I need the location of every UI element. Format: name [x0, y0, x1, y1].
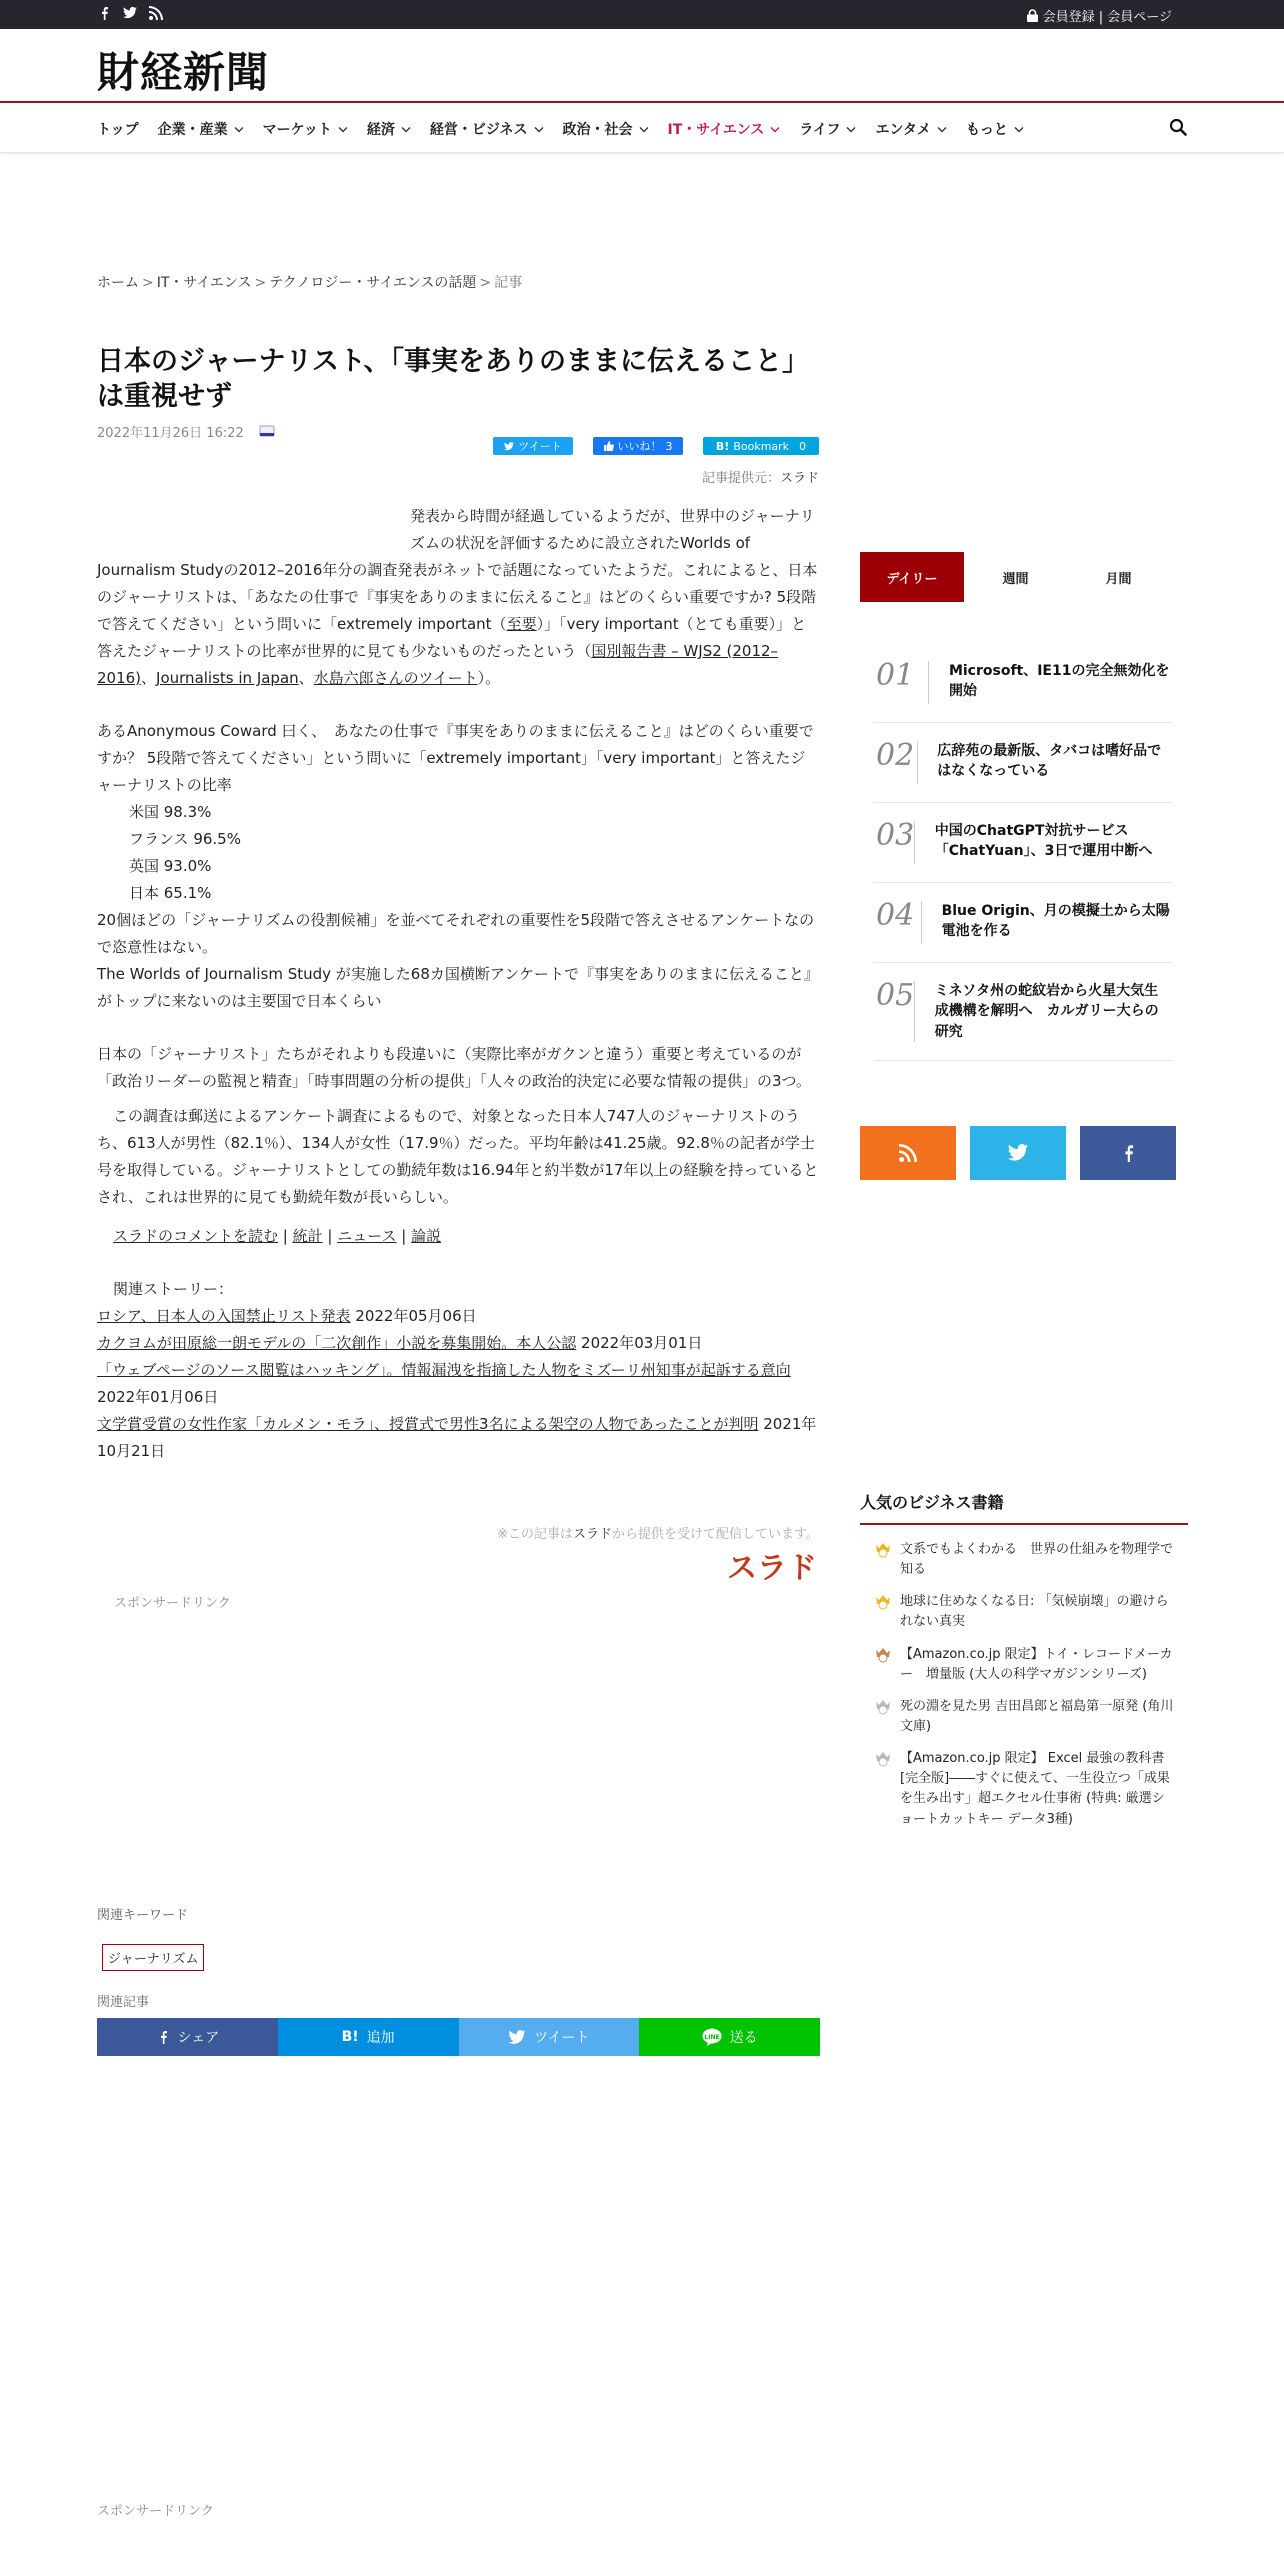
spacer: [97, 1095, 819, 1103]
related-story-date: 2022年01月06日: [97, 1388, 219, 1406]
nav-item-label: 経済: [366, 122, 395, 138]
twitter-share-label: ツイート: [534, 2030, 590, 2046]
chevron-down-icon: [1014, 126, 1024, 133]
twitter-icon: [1007, 1144, 1029, 1162]
related-story-date: 2022年03月01日: [581, 1334, 703, 1352]
nav-list: [97, 119, 1043, 139]
nav-item[interactable]: [263, 119, 348, 139]
spacer: [97, 1015, 819, 1041]
article-paragraph: The Worlds of Journalism Study が実施した68カ国横断アンケートで『事実をありのままに伝えること』がトップに来ないのは主要国で日本くらい: [97, 965, 819, 1010]
rss-icon[interactable]: [149, 6, 163, 20]
related-story-link[interactable]: 文学賞受賞の女性作家「カルメン・モラ」、授賞式で男性3名による架空の人物であったことが判明: [97, 1415, 759, 1433]
bookmark-label: Bookmark: [733, 439, 790, 453]
top-bar: [0, 0, 1284, 29]
nav-item-label: 経営・ビジネス: [429, 122, 528, 138]
chevron-down-icon: [639, 126, 649, 133]
syndication-note: [497, 1523, 819, 1542]
book-item[interactable]: [874, 1697, 1174, 1737]
hatena-bookmark-button[interactable]: [703, 437, 819, 455]
book-title: 【Amazon.co.jp 限定】 Excel 最強の教科書[完全版]――すぐに使えて、一生役立つ「成果を生み出す」超エクセル仕事術 (特典: 厳選ショートカットキー データ3種): [900, 1751, 1170, 1827]
nav-item-label: エンタメ: [875, 122, 931, 138]
ranking-number: 04: [876, 898, 915, 933]
hatena-share-label: 追加: [366, 2030, 395, 2046]
ranking-number: 05: [876, 978, 915, 1013]
facebook-follow-button[interactable]: [1080, 1126, 1176, 1180]
inline-link[interactable]: 至要: [506, 615, 537, 633]
ranking-item[interactable]: [874, 883, 1172, 963]
article-paragraph: 発表から時間が経過しているようだが、世界中のジャーナリズムの状況を評価するために設立されたWorlds of: [410, 507, 815, 552]
paragraph-text: ）。: [477, 669, 501, 687]
breadcrumb-separator: >: [142, 275, 154, 291]
stat-item: フランス 96.5%: [129, 830, 241, 848]
tweet-button[interactable]: [493, 437, 573, 455]
provider-badge-icon: [258, 425, 276, 439]
bookmark-count: 0: [799, 439, 807, 453]
chevron-down-icon: [770, 126, 780, 133]
rank-medal-icon: [874, 1541, 892, 1559]
line-icon: [702, 2028, 722, 2046]
ranking-item[interactable]: [874, 803, 1172, 883]
link-separator: |: [396, 1227, 412, 1245]
article-paragraph: 20個ほどの「ジャーナリズムの役割候補」を並べてそれぞれの重要性を5段階で答えさせるアンケートなので恣意性はない。: [97, 911, 815, 956]
ranking-item[interactable]: [874, 643, 1172, 723]
spacer: [97, 692, 819, 718]
hatena-icon: B!: [715, 439, 730, 453]
nav-item-label: 政治・社会: [562, 122, 633, 138]
paragraph-text: Journalism Studyの2012–2016年分の調査発表がネットで話題になっていたようだ。これによると、日本のジャーナリストは、「あなたの仕事で『事実をありのままに伝えること』はどのくらい重要ですか? 5段階で答えてください」という問いに「extremely important（: [97, 561, 818, 633]
nav-item[interactable]: [966, 119, 1024, 139]
search-icon[interactable]: [1169, 118, 1187, 136]
rank-medal-icon: [874, 1646, 892, 1664]
related-story-date: 2021年10月21日: [97, 1415, 817, 1460]
article-paragraph: [97, 557, 819, 692]
article-body: [97, 503, 819, 1465]
ranking-number: 02: [876, 738, 915, 773]
nav-item[interactable]: [158, 119, 244, 139]
like-count: 3: [665, 439, 673, 453]
paragraph-text: 、: [298, 669, 314, 687]
ranking-divider: [921, 901, 922, 944]
rank-medal-icon: [874, 1750, 892, 1768]
spacer: [97, 1211, 819, 1223]
article-date: 2022年11月26日 16:22: [97, 426, 244, 442]
hatena-share-button[interactable]: [278, 2018, 459, 2056]
book-title: 地球に住めなくなる日: 「気候崩壊」の避けられない真実: [900, 1594, 1169, 1630]
tab-weekly[interactable]: 週間: [1002, 571, 1029, 587]
article: [97, 345, 819, 1611]
twitter-icon: [504, 442, 514, 451]
member-links[interactable]: [1027, 6, 1172, 25]
stat-item: 日本 65.1%: [129, 884, 212, 902]
twitter-icon[interactable]: [123, 6, 137, 20]
related-story: [97, 1411, 819, 1465]
keyword-tag[interactable]: ジャーナリズム: [102, 1944, 204, 1971]
syndication-text: から提供を受けて配信しています。: [612, 1527, 819, 1542]
ranking-list: [874, 643, 1172, 1061]
member-links-text[interactable]: 会員登録 | 会員ページ: [1042, 10, 1172, 25]
ranking-title: 中国のChatGPT対抗サービス「ChatYuan」、3日で運用中断へ: [934, 823, 1153, 860]
related-articles-label: 関連記事: [97, 1995, 150, 2010]
nav-item[interactable]: [799, 119, 856, 139]
breadcrumb-home[interactable]: ホーム: [97, 275, 139, 291]
ranking-number: 03: [876, 818, 915, 853]
lock-icon: [1027, 9, 1038, 22]
nav-item[interactable]: [875, 119, 946, 139]
breadcrumb-current: 記事: [494, 275, 523, 291]
article-provider: [702, 467, 819, 486]
slad-logo[interactable]: [719, 1550, 819, 1582]
line-share-label: 送る: [729, 2030, 758, 2046]
tag-link[interactable]: ニュース: [337, 1227, 397, 1245]
related-story-date: 2022年05月06日: [355, 1307, 477, 1325]
article-paragraph: あるAnonymous Coward 曰く、 あなたの仕事で『事実をありのままに伝えること』はどのくらい重要ですか？ 5段階で答えてください」という問いに「extremely important」「very important」と答えたジャーナリストの比率: [97, 722, 814, 794]
tag-link[interactable]: 論説: [411, 1227, 442, 1245]
chevron-down-icon: [338, 126, 348, 133]
inline-link[interactable]: Journalists in Japan: [156, 669, 299, 687]
follow-buttons: [860, 1126, 1176, 1180]
tweet-label: ツイート: [518, 440, 562, 453]
breadcrumb-topic[interactable]: テクノロジー・サイエンスの話題: [269, 275, 477, 291]
nav-item-label: IT・サイエンス: [667, 122, 765, 138]
inline-link[interactable]: 水島六郎さんのツイート: [313, 669, 478, 687]
rss-icon: [899, 1144, 917, 1162]
svg-text:LINE: LINE: [704, 2034, 720, 2041]
breadcrumb-separator: >: [254, 275, 267, 291]
nav-item[interactable]: [430, 119, 544, 139]
article-paragraph: この調査は郵送によるアンケート調査によるもので、対象となった日本人747人のジャーナリストのうち、613人が男性（82.1％）、134人が女性（17.9％）だった。平均年齢は41.25歳。92.8％の記者が学士号を取得している。ジャーナリストとしての勤続年数は16.94年と約半数が17年以上の経験を持っているとされ、これは世界的に見ても勤続年数が長いらしい。: [97, 1107, 819, 1206]
facebook-icon: [156, 2029, 170, 2045]
ranking-divider: [914, 821, 915, 864]
facebook-share-label: シェア: [177, 2030, 220, 2046]
books-list: [874, 1540, 1174, 1842]
article-title: 日本のジャーナリスト、「事実をありのままに伝えること」は重視せず: [97, 346, 809, 412]
comments-link[interactable]: スラドのコメントを読む: [113, 1227, 279, 1245]
twitter-icon: [508, 2030, 526, 2045]
facebook-share-button[interactable]: [97, 2018, 278, 2056]
twitter-share-button[interactable]: [459, 2018, 640, 2056]
nav-item-label: トップ: [97, 122, 139, 138]
nav-item[interactable]: [367, 119, 411, 139]
breadcrumb-separator: >: [479, 275, 492, 291]
book-item[interactable]: [874, 1540, 1174, 1580]
nav-item[interactable]: [97, 119, 139, 139]
twitter-follow-button[interactable]: [970, 1126, 1066, 1180]
article-paragraph: 日本の「ジャーナリスト」たちがそれよりも段違いに（実際比率がガクンと違う）重要と考えているのが「政治リーダーの監視と精査」「時事問題の分析の提供」「人々の政治的決定に必要な情報の提供」の3つ。: [97, 1045, 811, 1090]
book-title: 死の淵を見た男 吉田昌郎と福島第一原発 (角川文庫): [900, 1698, 1174, 1734]
chevron-down-icon: [846, 126, 856, 133]
tab-monthly[interactable]: 月間: [1105, 571, 1132, 587]
nav-item-label: マーケット: [262, 122, 332, 138]
link-separator: |: [278, 1227, 293, 1245]
ranking-item[interactable]: [874, 723, 1172, 803]
book-item[interactable]: [874, 1645, 1174, 1685]
related-story: [97, 1357, 819, 1411]
ranking-item[interactable]: [874, 963, 1172, 1061]
share-bar: [97, 2018, 820, 2056]
hatena-icon: B!: [341, 2029, 359, 2045]
ranking-divider: [917, 741, 918, 784]
related-story-link[interactable]: カクヨムが田原総一朗モデルの「二次創作」小説を募集開始。本人公認: [97, 1334, 577, 1352]
line-share-button[interactable]: [639, 2018, 820, 2056]
ranking-divider: [928, 661, 929, 704]
ranking-number: 01: [876, 658, 915, 693]
spacer: [97, 1250, 819, 1276]
nav-item[interactable]: [668, 119, 781, 139]
related-story-link[interactable]: 「ウェブページのソース閲覧はハッキング」。情報漏洩を指摘した人物をミズーリ州知事が起訴する意向: [97, 1361, 791, 1379]
book-title: 文系でもよくわかる 世界の仕組みを物理学で知る: [900, 1542, 1174, 1578]
nav-item-label: もっと: [965, 122, 1008, 138]
ranking-title: 広辞苑の最新版、タバコは嗜好品ではなくなっている: [937, 743, 1162, 780]
stat-item: 英国 93.0%: [129, 857, 212, 875]
syndication-source[interactable]: スラド: [573, 1527, 613, 1542]
chevron-down-icon: [234, 126, 244, 133]
link-separator: |: [322, 1227, 338, 1245]
chevron-down-icon: [534, 126, 544, 133]
syndication-text: ※この記事は: [497, 1527, 574, 1542]
rank-medal-icon: [874, 1593, 892, 1611]
book-item[interactable]: [874, 1592, 1174, 1632]
provider-name: スラド: [779, 471, 819, 486]
related-stories-title: 関連ストーリー：: [113, 1280, 234, 1298]
breadcrumb: [97, 272, 522, 292]
related-story-link[interactable]: ロシア、日本人の入国禁止リスト発表: [97, 1307, 351, 1325]
like-button[interactable]: [593, 437, 683, 455]
main-nav: [0, 103, 1284, 153]
inline-link[interactable]: 国別報告書 – WJS2 (2012–2016): [97, 642, 779, 687]
slad-logo-text: スラド: [727, 1551, 817, 1582]
breadcrumb-category[interactable]: IT・サイエンス: [156, 275, 252, 291]
related-story: [97, 1303, 819, 1330]
tag-link[interactable]: 統計: [292, 1227, 323, 1245]
books-section-title: 人気のビジネス書籍: [860, 1490, 1188, 1525]
chevron-down-icon: [401, 126, 411, 133]
rank-medal-icon: [874, 1698, 892, 1716]
provider-label: 記事提供元：: [701, 471, 780, 486]
ranking-tabs: [860, 552, 1170, 602]
facebook-icon[interactable]: [97, 6, 111, 20]
sponsored-links-label: スポンサードリンク: [114, 1596, 231, 1611]
ranking-title: Blue Origin、月の模擬土から太陽電池を作る: [941, 903, 1170, 940]
thumbs-up-icon: [604, 441, 614, 451]
ranking-divider: [914, 981, 915, 1042]
share-buttons-small: [493, 437, 819, 455]
related-story: [97, 1330, 819, 1357]
site-logo[interactable]: 財経新聞: [97, 48, 270, 97]
like-label: いいね！: [617, 440, 662, 453]
story-links: [97, 1223, 819, 1250]
book-item[interactable]: [874, 1749, 1174, 1830]
stat-item: 米国 98.3%: [129, 803, 212, 821]
paragraph-text: 、: [141, 669, 157, 687]
rss-button[interactable]: [860, 1126, 956, 1180]
ranking-title: ミネソタ州の蛇紋岩から火星大気生成機構を解明へ カルガリー大らの研究: [934, 983, 1159, 1040]
paragraph-text: ）」「very important（とても重要）」と答えたジャーナリストの比率が世界的に見ても少ないものだったという（: [97, 615, 807, 660]
chevron-down-icon: [937, 126, 947, 133]
nav-item-label: ライフ: [799, 122, 841, 138]
nav-item-label: 企業・産業: [157, 122, 228, 138]
keywords-label: 関連キーワード: [97, 1908, 189, 1923]
nav-item[interactable]: [563, 119, 649, 139]
tab-daily[interactable]: デイリー: [860, 552, 964, 602]
facebook-icon: [1119, 1143, 1137, 1163]
ranking-title: Microsoft、IE11の完全無効化を開始: [948, 663, 1170, 700]
top-social-links: [97, 6, 163, 20]
sponsored-links-label-bottom: スポンサードリンク: [97, 2504, 214, 2519]
book-title: 【Amazon.co.jp 限定】トイ・レコードメーカー 増量版 (大人の科学マガジンシリーズ): [900, 1646, 1173, 1682]
